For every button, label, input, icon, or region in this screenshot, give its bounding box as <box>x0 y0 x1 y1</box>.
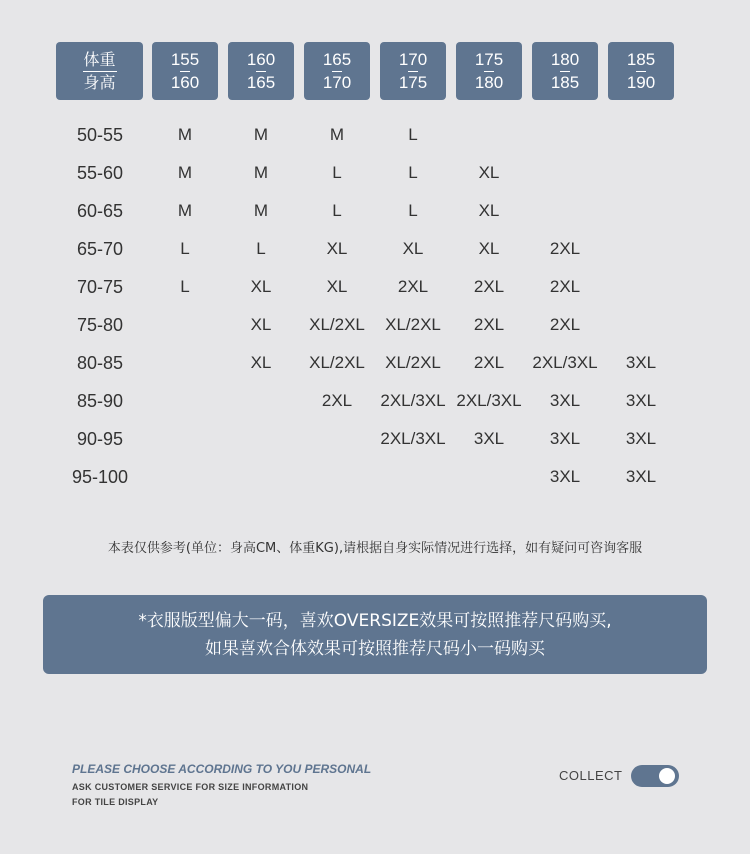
header-height-column <box>380 42 446 100</box>
header-dash <box>180 71 190 72</box>
header-height-column <box>304 42 370 100</box>
header-dash <box>560 71 570 72</box>
weight-range: 50-55 <box>76 125 124 145</box>
size-cell: XL <box>326 277 348 296</box>
header-height-to: 175 <box>398 72 428 92</box>
footer-title: PLEASE CHOOSE ACCORDING TO YOU PERSONAL <box>72 762 372 776</box>
size-cell: 3XL <box>549 429 581 448</box>
header-height-from: 160 <box>246 49 276 69</box>
table-row <box>0 344 750 382</box>
size-cell: XL <box>326 239 348 258</box>
size-cell: M <box>177 163 193 182</box>
toggle-knob <box>659 768 675 784</box>
size-cell: M <box>177 201 193 220</box>
size-cell: XL/2XL <box>385 315 441 334</box>
size-cell: XL <box>478 201 500 220</box>
header-height-column <box>532 42 598 100</box>
size-cell: 2XL <box>397 277 429 296</box>
header-height-to: 185 <box>550 72 580 92</box>
header-height-from: 170 <box>398 49 428 69</box>
size-cell: L <box>408 125 418 144</box>
header-height-from: 175 <box>474 49 504 69</box>
collect-toggle[interactable] <box>631 765 679 787</box>
header-dash <box>408 71 418 72</box>
size-cell: 3XL <box>625 429 657 448</box>
weight-range: 85-90 <box>76 391 124 411</box>
footer-line-1: ASK CUSTOMER SERVICE FOR SIZE INFORMATION <box>72 782 309 792</box>
header-height-to: 180 <box>474 72 504 92</box>
header-height-from: 155 <box>170 49 200 69</box>
header-dash <box>332 71 342 72</box>
size-cell: 2XL/3XL <box>380 429 446 448</box>
header-weight-label: 体重 <box>83 49 116 69</box>
header-height-to: 160 <box>170 72 200 92</box>
table-row <box>0 420 750 458</box>
header-height-to: 170 <box>322 72 352 92</box>
size-cell: 2XL <box>321 391 353 410</box>
table-row <box>0 154 750 192</box>
size-cell: XL <box>402 239 424 258</box>
size-cell: 3XL <box>549 391 581 410</box>
size-cell: XL <box>478 239 500 258</box>
size-cell: L <box>408 163 418 182</box>
size-cell: M <box>253 163 269 182</box>
size-cell: XL <box>250 315 272 334</box>
header-height-from: 165 <box>322 49 352 69</box>
size-cell: XL/2XL <box>309 315 365 334</box>
footer-line-2: FOR TILE DISPLAY <box>72 797 159 807</box>
header-dash <box>484 71 494 72</box>
header-divider <box>83 71 117 72</box>
table-note: 本表仅供参考(单位：身高CM、体重KG),请根据自身实际情况进行选择，如有疑问可咨询客服 <box>107 541 643 556</box>
size-cell: L <box>408 201 418 220</box>
size-cell: M <box>253 125 269 144</box>
header-dash <box>636 71 646 72</box>
collect-label: COLLECT <box>559 768 623 783</box>
weight-range: 60-65 <box>76 201 124 221</box>
table-row <box>0 192 750 230</box>
table-row <box>0 458 750 496</box>
banner-line-2: 如果喜欢合体效果可按照推荐尺码小一码购买 <box>205 638 545 659</box>
size-cell: 3XL <box>625 391 657 410</box>
size-cell: L <box>256 239 266 258</box>
table-row <box>0 306 750 344</box>
header-height-to: 165 <box>246 72 276 92</box>
size-cell: M <box>177 125 193 144</box>
size-cell: 2XL <box>473 315 505 334</box>
size-cell: 3XL <box>625 467 657 486</box>
header-height-to: 190 <box>626 72 656 92</box>
size-cell: 2XL <box>473 353 505 372</box>
header-height-column <box>456 42 522 100</box>
header-height-column <box>608 42 674 100</box>
table-row <box>0 116 750 154</box>
size-cell: XL <box>250 353 272 372</box>
table-row <box>0 382 750 420</box>
weight-range: 70-75 <box>76 277 124 297</box>
size-cell: 2XL <box>549 315 581 334</box>
weight-range: 90-95 <box>76 429 124 449</box>
size-cell: XL <box>478 163 500 182</box>
header-height-column <box>228 42 294 100</box>
size-cell: L <box>332 201 342 220</box>
size-cell: L <box>180 239 190 258</box>
header-height-from: 180 <box>550 49 580 69</box>
size-cell: 2XL/3XL <box>532 353 598 372</box>
weight-range: 75-80 <box>76 315 124 335</box>
header-height-column <box>152 42 218 100</box>
size-cell: 2XL <box>549 239 581 258</box>
size-cell: L <box>180 277 190 296</box>
size-cell: 2XL/3XL <box>456 391 522 410</box>
size-cell: XL/2XL <box>385 353 441 372</box>
size-cell: 2XL <box>549 277 581 296</box>
header-dash <box>256 71 266 72</box>
size-cell: L <box>332 163 342 182</box>
size-cell: XL/2XL <box>309 353 365 372</box>
size-cell: M <box>329 125 345 144</box>
header-height-from: 185 <box>626 49 656 69</box>
table-row <box>0 268 750 306</box>
table-row <box>0 230 750 268</box>
size-cell: 2XL <box>473 277 505 296</box>
weight-range: 80-85 <box>76 353 124 373</box>
weight-range: 95-100 <box>71 467 129 487</box>
fit-advice-banner <box>43 595 707 674</box>
header-weight-height-label <box>56 42 143 100</box>
size-cell: XL <box>250 277 272 296</box>
size-cell: 3XL <box>473 429 505 448</box>
weight-range: 55-60 <box>76 163 124 183</box>
weight-range: 65-70 <box>76 239 124 259</box>
header-height-label: 身高 <box>83 72 116 92</box>
size-cell: M <box>253 201 269 220</box>
banner-line-1: *衣服版型偏大一码，喜欢OVERSIZE效果可按照推荐尺码购买, <box>138 610 612 631</box>
size-cell: 2XL/3XL <box>380 391 446 410</box>
size-cell: 3XL <box>625 353 657 372</box>
size-cell: 3XL <box>549 467 581 486</box>
